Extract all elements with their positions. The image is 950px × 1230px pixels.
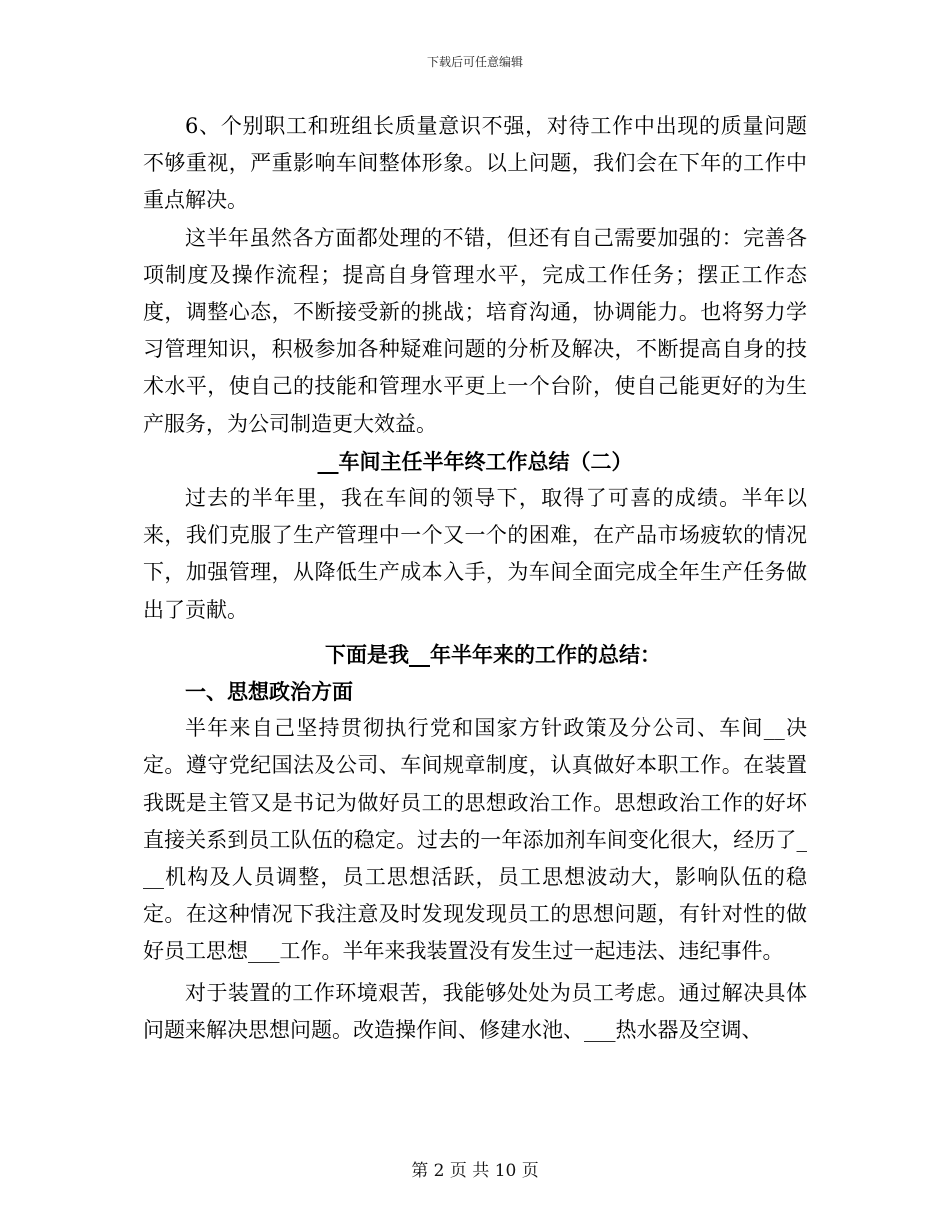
document-body bbox=[143, 108, 807, 1049]
document-title: __车间主任半年终工作总结（二） bbox=[317, 448, 633, 474]
paragraph-intro: 过去的半年里，我在车间的领导下，取得了可喜的成绩。半年以来，我们克服了生产管理中一个又一个的困难，在产品市场疲软的情况下，加强管理，从降低生产成本入手，为车间全面完成全年生产任务做出了贡献。 bbox=[143, 486, 807, 622]
paragraph-quality-issues: 6、个别职工和班组长质量意识不强，对待工作中出现的质量问题不够重视，严重影响车间整体形象。以上问题，我们会在下年的工作中重点解决。 bbox=[143, 114, 807, 213]
header-note: 下载后可任意编辑 bbox=[426, 55, 523, 69]
paragraph-work-environment: 对于装置的工作环境艰苦，我能够处处为员工考虑。通过解决具体问题来解决思想问题。改造操作间、修建水池、___热水器及空调、 bbox=[143, 980, 807, 1042]
summary-subtitle: 下面是我__年半年来的工作的总结： bbox=[325, 641, 661, 667]
paragraph-improvements: 这半年虽然各方面都处理的不错，但还有自己需要加强的：完善各项制度及操作流程；提高自身管理水平，完成工作任务；摆正工作态度，调整心态，不断接受新的挑战；培育沟通，协调能力。也将努力学习管理知识，积极参加各种疑难问题的分析及解决，不断提高自身的技术水平，使自己的技能和管理水平更上一个台阶，使自己能更好的为生产服务，为公司制造更大效益。 bbox=[143, 225, 807, 436]
page-footer: 第 2 页 共 10 页 bbox=[411, 1161, 539, 1181]
section-heading-political: 一、思想政治方面 bbox=[185, 679, 353, 705]
paragraph-political-work: 半年来自己坚持贯彻执行党和国家方针政策及分公司、车间__决定。遵守党纪国法及公司、车间规章制度，认真做好本职工作。在装置我既是主管又是书记为做好员工的思想政治工作。思想政治工作的好坏直接关系到员工队伍的稳定。过去的一年添加剂车间变化很大，经历了___机构及人员调整，员工思想活跃，员工思想波动大，影响队伍的稳定。在这种情况下我注意及时发现发现员工的思想问题，有针对性的做好员工思想___工作。半年来我装置没有发生过一起违法、违纪事件。 bbox=[143, 716, 807, 964]
